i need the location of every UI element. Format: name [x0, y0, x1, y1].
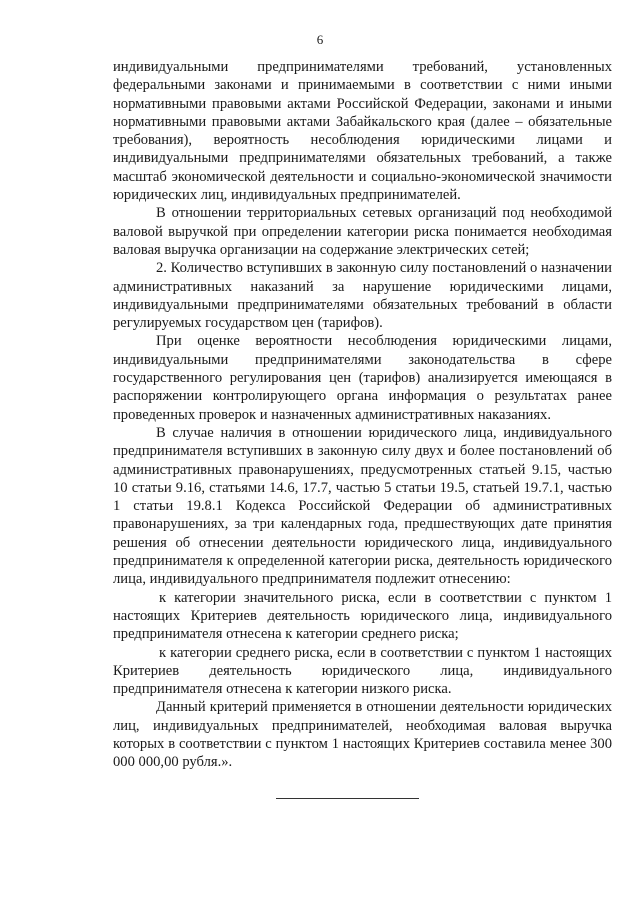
paragraph-violations-case: В случае наличия в отношении юридического лица, индивидуального предпринимателя вступивших в законную силу двух и более постановлений об административных правонарушениях, предусмотренных статьей 9.15, частью 10 статьи 9.16, статьями 14.6, 17.7, частью 5 статьи 19.5, статьей 19.7.1, частью 1 статьи 19.8.1 Кодекса Российской Федерации об административных правонарушениях, за три календарных года, предшествующих дате принятия решения об отнесении деятельности юридического лица, индивидуального предпринимателя к определенной категории риска, деятельность юридического лица, индивидуального предпринимателя подлежит отнесению: — [113, 424, 612, 588]
page-number: 6 — [316, 32, 324, 47]
paragraph-requirements-continuation: индивидуальными предпринимателями требований, установленных федеральными законами и принимаемыми в соответствии с ними иными нормативными правовыми актами Российской Федерации, законами и иными нормативными правовыми актами Забайкальского края (далее – обязательные требования), вероятность несоблюдения юридическими лицами и индивидуальными предпринимателями обязательных требований, а также масштаб экономической деятельности и социально-экономической значимости юридических лиц, индивидуальных предпринимателей. — [113, 59, 612, 204]
list-item-medium-risk: к категории среднего риска, если в соответствии с пунктом 1 настоящих Критериев деятельность юридического лица, индивидуального предпринимателя отнесена к категории низкого риска. — [113, 644, 612, 698]
paragraph-criterion-2: 2. Количество вступивших в законную силу постановлений о назначении административных наказаний за нарушение юридическими лицами, индивидуальными предпринимателями обязательных требований в области регулируемых государством цен (тарифов). — [113, 260, 612, 332]
document-body — [113, 58, 612, 772]
paragraph-probability-assessment: При оценке вероятности несоблюдения юридическими лицами, индивидуальными предпринимателями законодательства в сфере государственного регулирования цен (тарифов) анализируется имеющаяся в распоряжении контролирующего органа информация о результатах ранее проведенных проверок и назначенных административных наказаниях. — [113, 333, 612, 423]
paragraph-network-organizations: В отношении территориальных сетевых организаций под необходимой валовой выручкой при определении категории риска понимается необходимая валовая выручка организации на содержание электрических сетей; — [113, 205, 612, 258]
end-separator-line — [276, 798, 419, 799]
list-item-significant-risk: к категории значительного риска, если в соответствии с пунктом 1 настоящих Критериев деятельность юридического лица, индивидуального предпринимателя отнесена к категории среднего риска; — [113, 589, 612, 643]
paragraph-criterion-applicability: Данный критерий применяется в отношении деятельности юридических лиц, индивидуальных предпринимателей, необходимая валовая выручка которых в соответствии с пунктом 1 настоящих Критериев составила менее 300 000 000,00 рубля.». — [113, 699, 612, 771]
